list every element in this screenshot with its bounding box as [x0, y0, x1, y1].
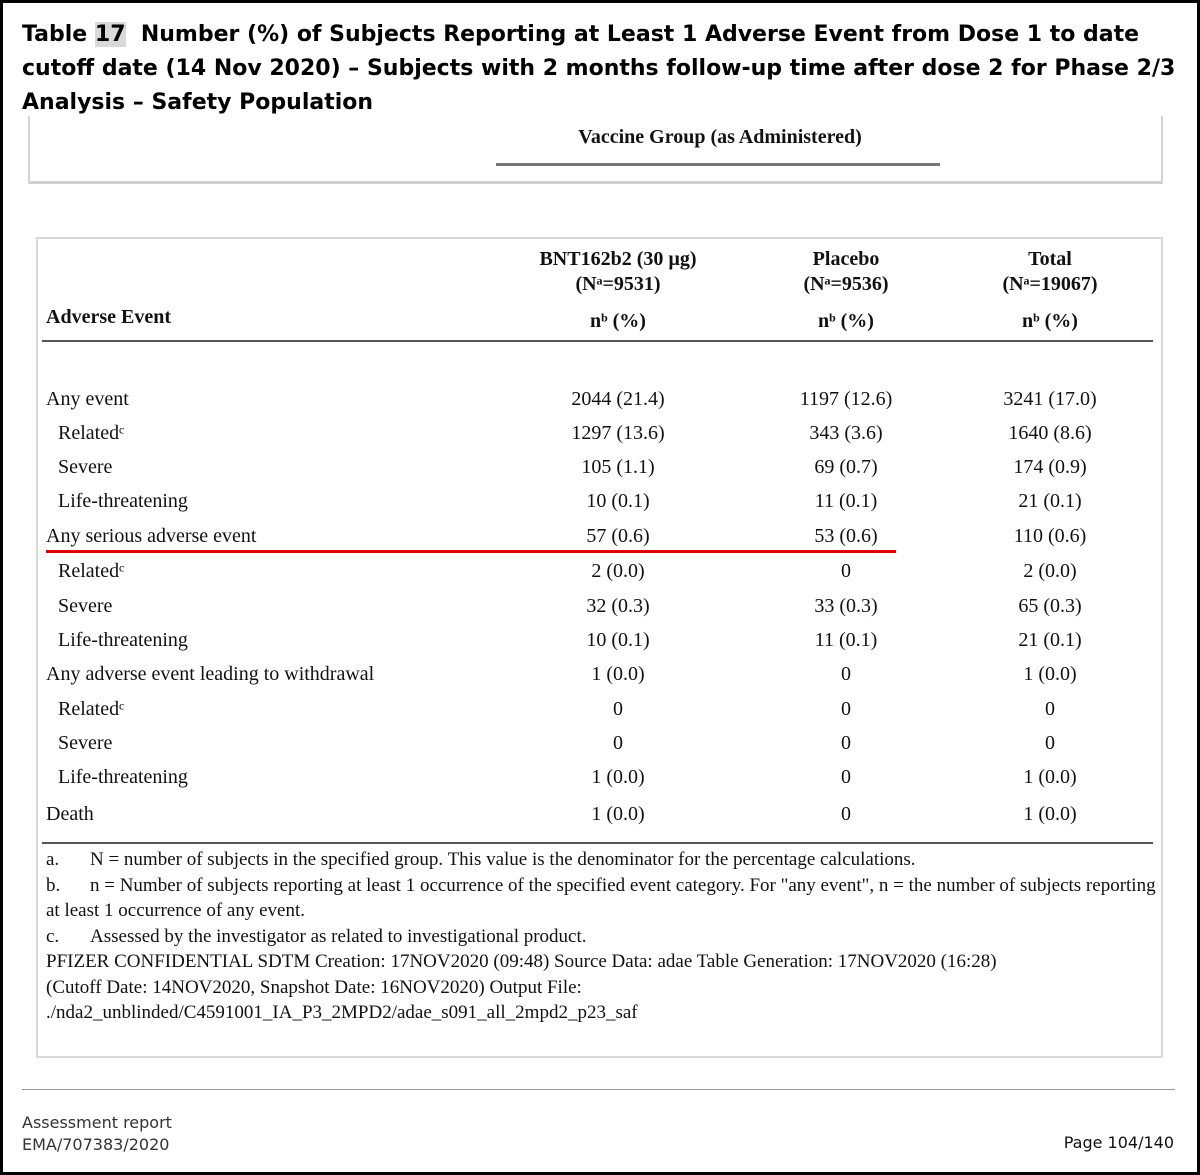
cell-total: 21 (0.1)	[1018, 490, 1082, 512]
footnote-b: b. n = Number of subjects reporting at least 1 occurrence of the specified event category. For "any event", n = the number of subjects reporting at least 1 occurrence of any event.	[46, 874, 1156, 921]
cell-bnt162b2: 1 (0.0)	[591, 766, 645, 788]
cell-placebo: 343 (3.6)	[809, 422, 883, 444]
cell-bnt162b2: 2044 (21.4)	[571, 388, 665, 410]
output-file: ./nda2_unblinded/C4591001_IA_P3_2MPD2/adae_s091_all_2mpd2_p23_saf	[46, 1002, 638, 1023]
footnote-rule	[42, 842, 1153, 844]
header-rule	[42, 340, 1153, 342]
cell-total: 1 (0.0)	[1023, 803, 1077, 825]
cell-bnt162b2: 1 (0.0)	[591, 663, 645, 685]
cell-total: 1 (0.0)	[1023, 766, 1077, 788]
row-label: Relatedᶜ	[58, 560, 125, 582]
cell-bnt162b2: 10 (0.1)	[586, 629, 650, 651]
adverse-event-table	[36, 237, 1163, 1058]
table-number: 17	[94, 22, 126, 47]
page-number: Page 104/140	[1063, 1133, 1174, 1152]
cell-total: 1640 (8.6)	[1008, 422, 1092, 444]
cutoff-note: (Cutoff Date: 14NOV2020, Snapshot Date: 16NOV2020) Output File:	[46, 976, 582, 998]
row-label: Any serious adverse event	[46, 525, 257, 547]
report-id: Assessment report EMA/707383/2020	[22, 1113, 172, 1154]
red-highlight-underline	[46, 550, 896, 553]
row-label: Death	[46, 803, 94, 825]
row-label: Any adverse event leading to withdrawal	[46, 663, 375, 685]
cell-total: 21 (0.1)	[1018, 629, 1082, 651]
table-row	[38, 692, 1158, 726]
cell-placebo: 53 (0.6)	[814, 525, 878, 547]
column-header-bnt162b2: BNT162b2 (30 µg) (Nᵃ=9531) nᵇ (%)	[539, 248, 697, 332]
page-footer-rule	[22, 1089, 1175, 1090]
cell-total: 1 (0.0)	[1023, 663, 1077, 685]
table-row	[38, 382, 1158, 416]
table-row	[38, 589, 1158, 623]
cell-placebo: 0	[841, 732, 851, 754]
cell-placebo: 0	[841, 803, 851, 825]
cell-total: 2 (0.0)	[1023, 560, 1077, 582]
column-header-adverse-event: Adverse Event	[46, 306, 171, 328]
row-label: Relatedᶜ	[58, 422, 125, 444]
cell-bnt162b2: 0	[613, 698, 623, 720]
table-row	[38, 484, 1158, 518]
vaccine-group-header-box	[28, 116, 1163, 184]
vaccine-group-header: Vaccine Group (as Administered)	[578, 126, 862, 148]
cell-placebo: 33 (0.3)	[814, 595, 878, 617]
cell-placebo: 0	[841, 766, 851, 788]
cell-bnt162b2: 2 (0.0)	[591, 560, 645, 582]
row-label: Severe	[58, 732, 113, 754]
table-caption: Table 17 Number (%) of Subjects Reporting at Least 1 Adverse Event from Dose 1 to date cutoff date (14 Nov 2020) – Subjects with 2 months follow-up time after dose 2 for Phase 2/3 Analysis – Safety Population	[22, 22, 1183, 115]
cell-total: 174 (0.9)	[1013, 456, 1087, 478]
row-label: Life-threatening	[58, 490, 188, 512]
cell-bnt162b2: 0	[613, 732, 623, 754]
source-note: PFIZER CONFIDENTIAL SDTM Creation: 17NOV2020 (09:48) Source Data: adae Table Generation: 17NOV2020 (16:28)	[46, 951, 997, 972]
cell-total: 65 (0.3)	[1018, 595, 1082, 617]
table-row	[38, 416, 1158, 450]
row-label: Life-threatening	[58, 629, 188, 651]
row-label: Severe	[58, 595, 113, 617]
row-label: Relatedᶜ	[58, 698, 125, 720]
table-row	[38, 657, 1158, 691]
column-header-placebo: Placebo (Nᵃ=9536) nᵇ (%)	[803, 248, 889, 332]
cell-placebo: 0	[841, 560, 851, 582]
table-row	[38, 554, 1158, 588]
cell-placebo: 69 (0.7)	[814, 456, 878, 478]
table-row	[38, 519, 1158, 553]
cell-total: 110 (0.6)	[1013, 525, 1087, 547]
table-row	[38, 797, 1158, 831]
footnote-a: a. N = number of subjects in the specified group. This value is the denominator for the percentage calculations.	[46, 849, 916, 870]
cell-placebo: 0	[841, 698, 851, 720]
cell-placebo: 11 (0.1)	[814, 629, 878, 651]
footnotes	[46, 847, 1156, 1026]
footnote-c: c. Assessed by the investigator as related to investigational product.	[46, 925, 587, 947]
cell-placebo: 11 (0.1)	[814, 490, 878, 512]
cell-placebo: 1197 (12.6)	[799, 388, 893, 410]
cell-bnt162b2: 32 (0.3)	[586, 595, 650, 617]
cell-total: 0	[1045, 698, 1055, 720]
table-row	[38, 760, 1158, 794]
row-label: Life-threatening	[58, 766, 188, 788]
column-header-total: Total (Nᵃ=19067) nᵇ (%)	[1002, 248, 1098, 332]
cell-bnt162b2: 57 (0.6)	[586, 525, 650, 547]
cell-bnt162b2: 10 (0.1)	[586, 490, 650, 512]
cell-bnt162b2: 1297 (13.6)	[571, 422, 665, 444]
cell-total: 3241 (17.0)	[1003, 388, 1097, 410]
table-row	[38, 623, 1158, 657]
cell-bnt162b2: 105 (1.1)	[581, 456, 655, 478]
cell-bnt162b2: 1 (0.0)	[591, 803, 645, 825]
cell-placebo: 0	[841, 663, 851, 685]
cell-total: 0	[1045, 732, 1055, 754]
table-row	[38, 726, 1158, 760]
row-label: Severe	[58, 456, 113, 478]
table-row	[38, 450, 1158, 484]
group-header-underline	[496, 163, 940, 166]
row-label: Any event	[46, 388, 129, 410]
